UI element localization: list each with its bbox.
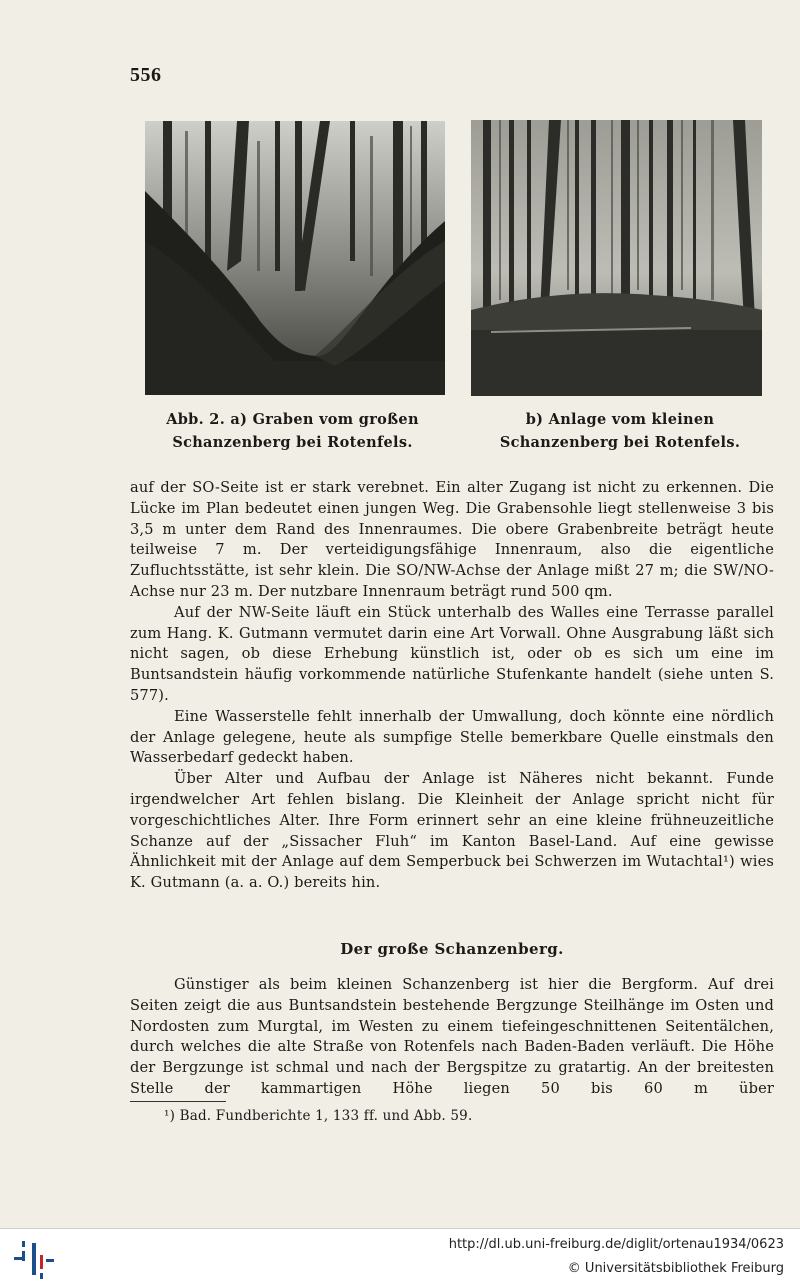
caption-a-line1: Abb. 2. a) Graben vom großen bbox=[166, 411, 419, 428]
university-logo-icon bbox=[14, 1237, 54, 1281]
photo-graben bbox=[145, 121, 445, 395]
section-heading: Der große Schanzenberg. bbox=[340, 940, 564, 958]
footnote-divider bbox=[130, 1101, 226, 1102]
footnote: ¹) Bad. Fundberichte 1, 133 ff. und Abb. 59. bbox=[164, 1108, 473, 1124]
caption-b-line1: b) Anlage vom kleinen bbox=[525, 411, 715, 428]
caption-a-line2: Schanzenberg bei Rotenfels. bbox=[172, 434, 413, 451]
figure-caption-a bbox=[150, 408, 435, 454]
figure-caption-b bbox=[475, 408, 765, 454]
paragraph: Auf der NW-Seite läuft ein Stück unterhalb des Walles eine Terrasse parallel zum Hang. K. Gutmann vermutet darin eine Art Vorwall. Ohne Ausgrabung läßt sich nicht sagen, ob diese Erhebung künstlich ist, oder ob es sich um eine im Buntsandstein häufig vorkommende natürliche Stufenkante handelt (siehe unten S. 577). bbox=[130, 603, 774, 704]
photo-anlage bbox=[471, 120, 762, 396]
paragraph: Eine Wasserstelle fehlt innerhalb der Umwallung, doch könnte eine nördlich der Anlage gelegene, heute als sumpfige Stelle bemerkbare Quelle einstmals den Wasserbedarf gedeckt haben. bbox=[130, 707, 774, 767]
body-text-top bbox=[130, 478, 774, 894]
copyright-text: © Universitätsbibliothek Freiburg bbox=[567, 1261, 784, 1276]
caption-b-line2: Schanzenberg bei Rotenfels. bbox=[499, 434, 741, 451]
paragraph: auf der SO-Seite ist er stark verebnet. Ein alter Zugang ist nicht zu erkennen. Die Lücke im Plan bedeutet einen jungen Weg. Die Grabensohle liegt stellenweise 3 bis 3,5 m unter dem Rand des Innenraumes. Die obere Grabenbreite beträgt heute teilweise 7 m. Der verteidigungsfähige Innenraum, also die eigentliche Zufluchtsstätte, ist sehr klein. Die SO/NW-Achse der Anlage mißt 27 m; die SW/NO-Achse nur 23 m. Der nutzbare Innenraum beträgt rund 500 qm. bbox=[130, 479, 774, 600]
page-number: 556 bbox=[130, 64, 162, 86]
viewer-footer bbox=[0, 1228, 800, 1287]
body-text-bottom bbox=[130, 975, 774, 1100]
paragraph: Über Alter und Aufbau der Anlage ist Näheres nicht bekannt. Funde irgendwelcher Art fehlen bislang. Die Kleinheit der Anlage spricht nicht für vorgeschichtliches Alter. Ihre Form erinnert sehr an eine kleine frühneuzeitliche Schanze auf der „Sissacher Fluh“ im Kanton Basel-Land. Auf eine gewisse Ähnlichkeit mit der Anlage auf dem Semperbuck bei Schwerzen im Wutachtal¹) wies K. Gutmann (a. a. O.) bereits hin. bbox=[130, 770, 774, 892]
paragraph: Günstiger als beim kleinen Schanzenberg ist hier die Bergform. Auf drei Seiten zeigt die aus Buntsandstein bestehende Bergzunge Steilhänge im Osten und Nordosten zum Murgtal, im Westen zu einem tiefeingeschnittenen Seitentälchen, durch welches die alte Straße von Rotenfels nach Baden-Baden verläuft. Die Höhe der Bergzunge ist schmal und nach der Bergspitze zu gratartig. An der breitesten Stelle der kammartigen Höhe liegen 50 bis 60 m über bbox=[130, 976, 774, 1097]
source-url-link[interactable]: http://dl.ub.uni-freiburg.de/diglit/ortenau1934/0623 bbox=[448, 1237, 784, 1252]
